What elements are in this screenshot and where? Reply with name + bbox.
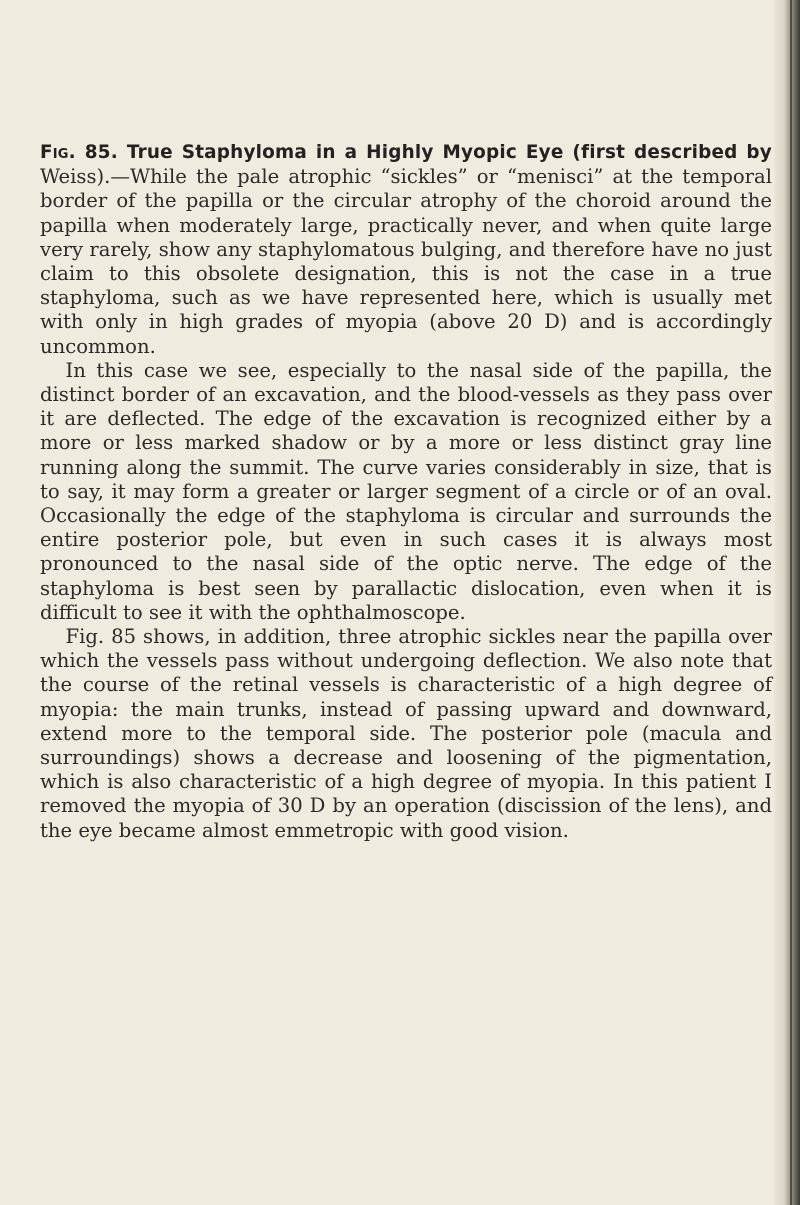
paragraph-3: Fig. 85 shows, in addition, three atrophic sickles near the papilla over which the vessels pass without undergoing deflection. We also note that the course of the retinal vessels is characteristic of a high degree of myopia: the main trunks, instead of passing upward and downward, extend more to the temporal side. The posterior pole (macula and surroundings) shows a decrease and loosening of the pigmentation, which is also characteristic of a high degree of myopia. In this patient I removed the myopia of 30 D by an operation (discission of the lens), and the eye became almost emmetropic with good vision. bbox=[40, 625, 772, 842]
caption-paragraph bbox=[40, 140, 772, 359]
caption-title: True Staphyloma in a Highly Myopic Eye (first described by bbox=[126, 142, 772, 163]
paragraph-1-text: —While the pale atrophic “sickles” or “menisci” at the temporal border of the papilla or the circular atrophy of the choroid around the papilla when moderately large, practically never, and when quite large very rarely, show any staphylomatous bulging, and therefore have no just claim to this obsolete designation, this is not the case in a true staphyloma, such as we have represented here, which is usually met with only in high grades of myopia (above 20 D) and is accordingly uncommon. bbox=[40, 165, 772, 358]
page-binding-edge bbox=[774, 0, 800, 1205]
figure-caption-text bbox=[40, 140, 772, 843]
caption-heading bbox=[40, 142, 772, 163]
figure-label: Fig. 85. bbox=[40, 142, 118, 163]
paragraph-2: In this case we see, especially to the nasal side of the papilla, the distinct border of an excavation, and the blood-vessels as they pass over it are deflected. The edge of the excavation is recognized either by a more or less marked shadow or by a more or less distinct gray line running along the summit. The curve varies considerably in size, that is to say, it may form a greater or larger segment of a circle or of an oval. Occasionally the edge of the staphyloma is circular and surrounds the entire posterior pole, but even in such cases it is always most pronounced to the nasal side of the optic nerve. The edge of the staphyloma is best seen by parallactic dislocation, even when it is difficult to see it with the ophthalmoscope. bbox=[40, 358, 772, 624]
caption-author: Weiss). bbox=[40, 165, 111, 189]
page-edge-line bbox=[790, 0, 792, 1205]
